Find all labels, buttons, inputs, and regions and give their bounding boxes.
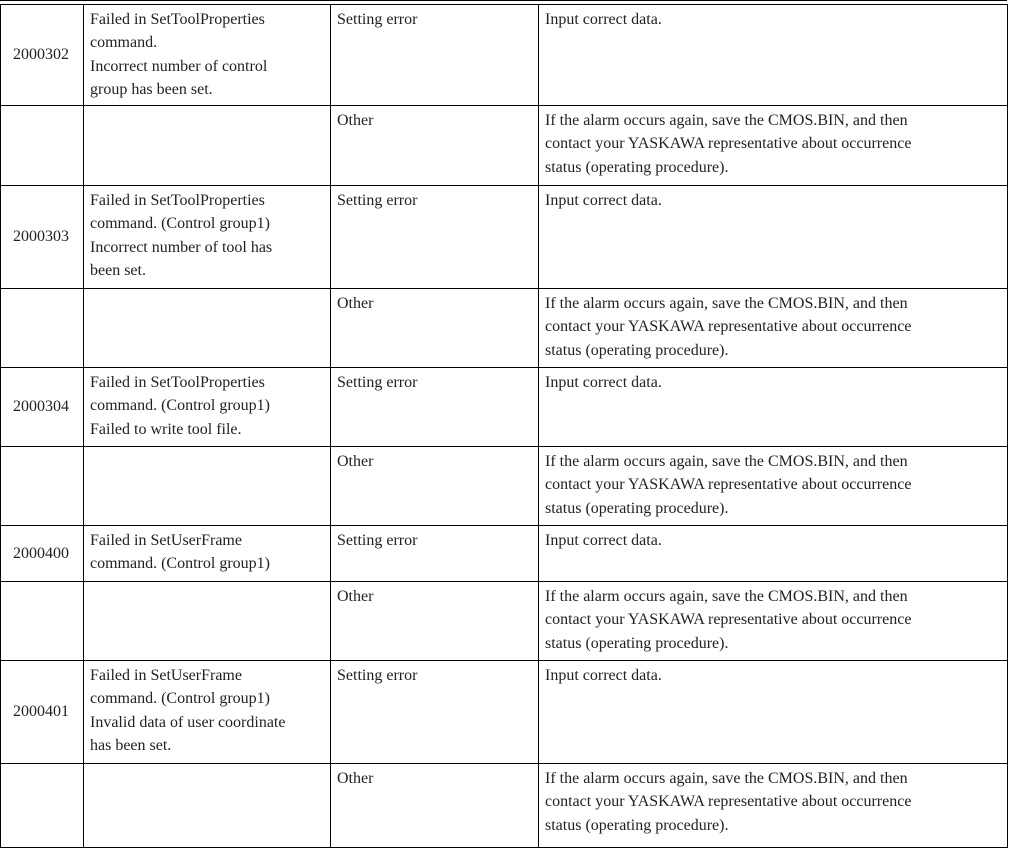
remedy-line: status (operating procedure).	[545, 816, 729, 834]
description-line: Failed to write tool file.	[90, 420, 242, 438]
alarm-code-cell	[1, 764, 84, 848]
alarm-description-cell	[84, 186, 331, 289]
remedy-line: contact your YASKAWA representative about occurrence	[545, 318, 912, 336]
alarm-description-cell	[84, 289, 331, 368]
alarm-remedy-cell	[539, 526, 1008, 582]
alarm-cause-cell: Setting error	[331, 661, 539, 764]
description-line: Failed in SetToolProperties	[90, 374, 265, 391]
table-row	[1, 447, 1008, 526]
alarm-code-cell: 2000401	[1, 661, 84, 764]
description-line: has been set.	[90, 736, 172, 754]
remedy-line: If the alarm occurs again, save the CMOS.BIN, and then	[545, 453, 908, 470]
remedy-line: Input correct data.	[545, 532, 662, 549]
table-row	[1, 368, 1008, 447]
remedy-line: status (operating procedure).	[545, 341, 729, 359]
remedy-line: contact your YASKAWA representative about occurrence	[545, 135, 912, 153]
remedy-line: If the alarm occurs again, save the CMOS.BIN, and then	[545, 588, 908, 605]
table-row	[1, 526, 1008, 582]
alarm-description-cell	[84, 764, 331, 848]
table-row	[1, 661, 1008, 764]
remedy-line: If the alarm occurs again, save the CMOS.BIN, and then	[545, 295, 908, 312]
remedy-line: Input correct data.	[545, 192, 662, 209]
alarm-code-cell	[1, 289, 84, 368]
alarm-description-cell	[84, 661, 331, 764]
description-line: Failed in SetUserFrame	[90, 667, 242, 684]
alarm-code-cell	[1, 447, 84, 526]
remedy-line: contact your YASKAWA representative about occurrence	[545, 611, 912, 629]
alarm-description-cell	[84, 368, 331, 447]
remedy-line: status (operating procedure).	[545, 158, 729, 176]
alarm-remedy-cell	[539, 5, 1008, 106]
description-line: been set.	[90, 261, 146, 279]
alarm-description-cell	[84, 582, 331, 661]
description-line: Failed in SetUserFrame	[90, 532, 242, 549]
remedy-line: Input correct data.	[545, 374, 662, 391]
alarm-cause-cell: Other	[331, 289, 539, 368]
description-line: command.	[90, 34, 158, 52]
remedy-line: contact your YASKAWA representative about occurrence	[545, 476, 912, 494]
alarm-remedy-cell	[539, 764, 1008, 848]
table-row	[1, 106, 1008, 186]
remedy-line: If the alarm occurs again, save the CMOS.BIN, and then	[545, 770, 908, 787]
alarm-remedy-cell	[539, 289, 1008, 368]
description-line: Invalid data of user coordinate	[90, 713, 286, 731]
alarm-code-cell: 2000400	[1, 526, 84, 582]
alarm-code-cell: 2000303	[1, 186, 84, 289]
alarm-remedy-cell	[539, 582, 1008, 661]
description-line: Incorrect number of tool has	[90, 238, 273, 256]
alarm-cause-cell: Other	[331, 764, 539, 848]
remedy-line: If the alarm occurs again, save the CMOS.BIN, and then	[545, 112, 908, 129]
alarm-code-cell	[1, 582, 84, 661]
table-row	[1, 764, 1008, 848]
alarm-code-cell	[1, 106, 84, 186]
table-row	[1, 289, 1008, 368]
alarm-code-cell: 2000304	[1, 368, 84, 447]
description-line: command. (Control group1)	[90, 555, 270, 573]
alarm-description-cell	[84, 106, 331, 186]
remedy-line: Input correct data.	[545, 11, 662, 28]
alarm-remedy-cell	[539, 368, 1008, 447]
alarm-cause-cell: Other	[331, 447, 539, 526]
description-line: group has been set.	[90, 80, 213, 98]
alarm-remedy-cell	[539, 186, 1008, 289]
alarm-description-cell	[84, 5, 331, 106]
alarm-code-cell: 2000302	[1, 5, 84, 106]
remedy-line: status (operating procedure).	[545, 634, 729, 652]
alarm-cause-cell: Setting error	[331, 5, 539, 106]
description-line: command. (Control group1)	[90, 215, 270, 233]
alarm-remedy-cell	[539, 661, 1008, 764]
description-line: command. (Control group1)	[90, 690, 270, 708]
alarm-description-cell	[84, 526, 331, 582]
alarm-cause-cell: Setting error	[331, 368, 539, 447]
remedy-line: status (operating procedure).	[545, 499, 729, 517]
table-row	[1, 5, 1008, 106]
alarm-cause-cell: Other	[331, 106, 539, 186]
description-line: Failed in SetToolProperties	[90, 192, 265, 209]
description-line: command. (Control group1)	[90, 397, 270, 415]
alarm-cause-cell: Setting error	[331, 186, 539, 289]
remedy-line: contact your YASKAWA representative about occurrence	[545, 793, 912, 811]
table-row	[1, 582, 1008, 661]
alarm-remedy-cell	[539, 447, 1008, 526]
alarm-code-table	[0, 4, 1008, 848]
description-line: Incorrect number of control	[90, 57, 268, 75]
table-row	[1, 186, 1008, 289]
description-line: Failed in SetToolProperties	[90, 11, 265, 28]
alarm-remedy-cell	[539, 106, 1008, 186]
alarm-cause-cell: Other	[331, 582, 539, 661]
remedy-line: Input correct data.	[545, 667, 662, 684]
alarm-description-cell	[84, 447, 331, 526]
alarm-cause-cell: Setting error	[331, 526, 539, 582]
